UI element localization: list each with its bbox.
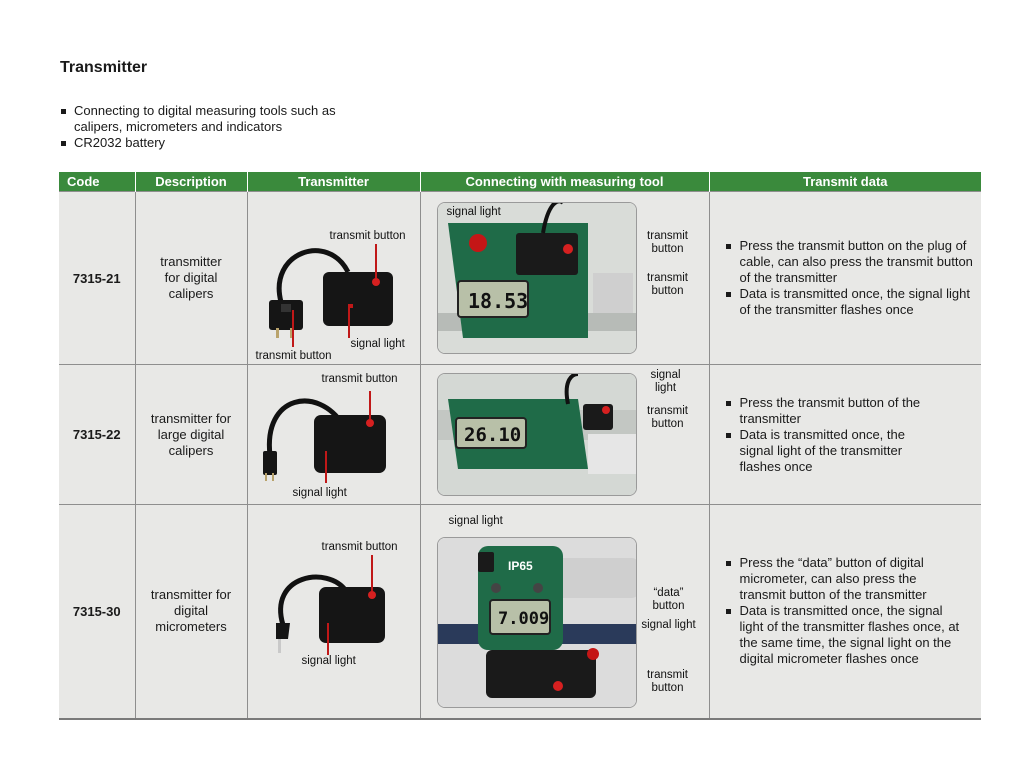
transmit-data-item: Press the transmit button on the plug of cable, can also press the transmit button of the transmitter [738,238,982,286]
table-row [59,192,981,365]
callout-transmit-button: transmit button [647,669,688,694]
callout-transmit-button: transmit button [321,541,398,553]
spec-table [59,172,981,720]
transmitter-micrometer-image [248,505,421,719]
header-transmitter: Transmitter [247,172,420,192]
product-description [135,365,247,505]
connection-picture [420,505,709,719]
caliper-photo [437,202,637,354]
product-code: 7315-21 [59,192,135,365]
callout-signal-light: signal light [446,206,501,218]
transmit-data-item: Press the transmit button of the transmitter [738,395,938,427]
callout-transmit-button: transmit button [329,230,406,242]
micrometer-display-reading: 7.009 [497,609,549,629]
callout-transmit-button: transmit button [321,373,398,385]
description-text: transmitter for digital calipers [160,254,222,301]
page-title: Transmitter [60,59,148,76]
transmitter-picture [247,505,420,719]
product-description [135,192,247,365]
table-row [59,365,981,505]
product-code: 7315-22 [59,365,135,505]
caliper-display-reading: 18.53 [467,289,528,313]
transmit-data-cell [709,192,981,365]
callout-signal-light: signal light [650,369,681,394]
header-description: Description [135,172,247,192]
transmit-data-cell [709,365,981,505]
transmit-data-list [710,395,938,475]
feature-item: CR2032 battery [60,135,374,151]
callout-transmit-button: transmit button [647,272,688,297]
transmit-data-list [710,238,982,318]
transmit-data-item: Data is transmitted once, the signal light of the transmitter flashes once [738,427,938,475]
transmit-data-list [710,555,966,667]
transmit-data-item: Data is transmitted once, the signal light of the transmitter flashes once [738,286,982,318]
transmitter-picture [247,365,420,505]
product-code: 7315-30 [59,505,135,719]
callout-signal-light: signal light [641,619,696,631]
callout-signal-light: signal light [350,338,405,350]
callout-data-button: “data” button [652,587,685,612]
callout-transmit-button: transmit button [647,230,688,255]
transmitter-picture [247,192,420,365]
feature-item: Connecting to digital measuring tools such as calipers, micrometers and indicators [60,103,374,135]
table-row [59,505,981,719]
micrometer-photo [437,537,637,708]
header-code: Code [59,172,135,192]
product-description [135,505,247,719]
callout-signal-light: signal light [292,487,347,499]
callout-transmit-button: transmit button [647,405,688,430]
connection-picture [420,192,709,365]
transmit-data-item: Data is transmitted once, the signal light of the transmitter flashes once, at the same time, the signal light on the digital micrometer flashes once [738,603,966,667]
transmit-data-cell [709,505,981,719]
header-transmit-data: Transmit data [709,172,981,192]
connection-picture [420,365,709,505]
transmit-data-item: Press the “data” button of digital micrometer, can also press the transmit button of the transmitter [738,555,966,603]
table-header-row [59,172,981,192]
callout-transmit-button: transmit button [255,350,332,362]
callout-signal-light: signal light [448,515,503,527]
header-connecting: Connecting with measuring tool [420,172,709,192]
ip-rating-badge: IP65 [507,559,533,573]
caliper-display-reading: 26.10 [463,424,521,446]
description-text: transmitter for digital micrometers [150,587,232,635]
description-text: transmitter for large digital calipers [150,410,232,458]
feature-list [60,103,374,151]
callout-signal-light: signal light [301,655,356,667]
large-caliper-photo [437,373,637,496]
transmitter-large-caliper-image [248,365,421,505]
